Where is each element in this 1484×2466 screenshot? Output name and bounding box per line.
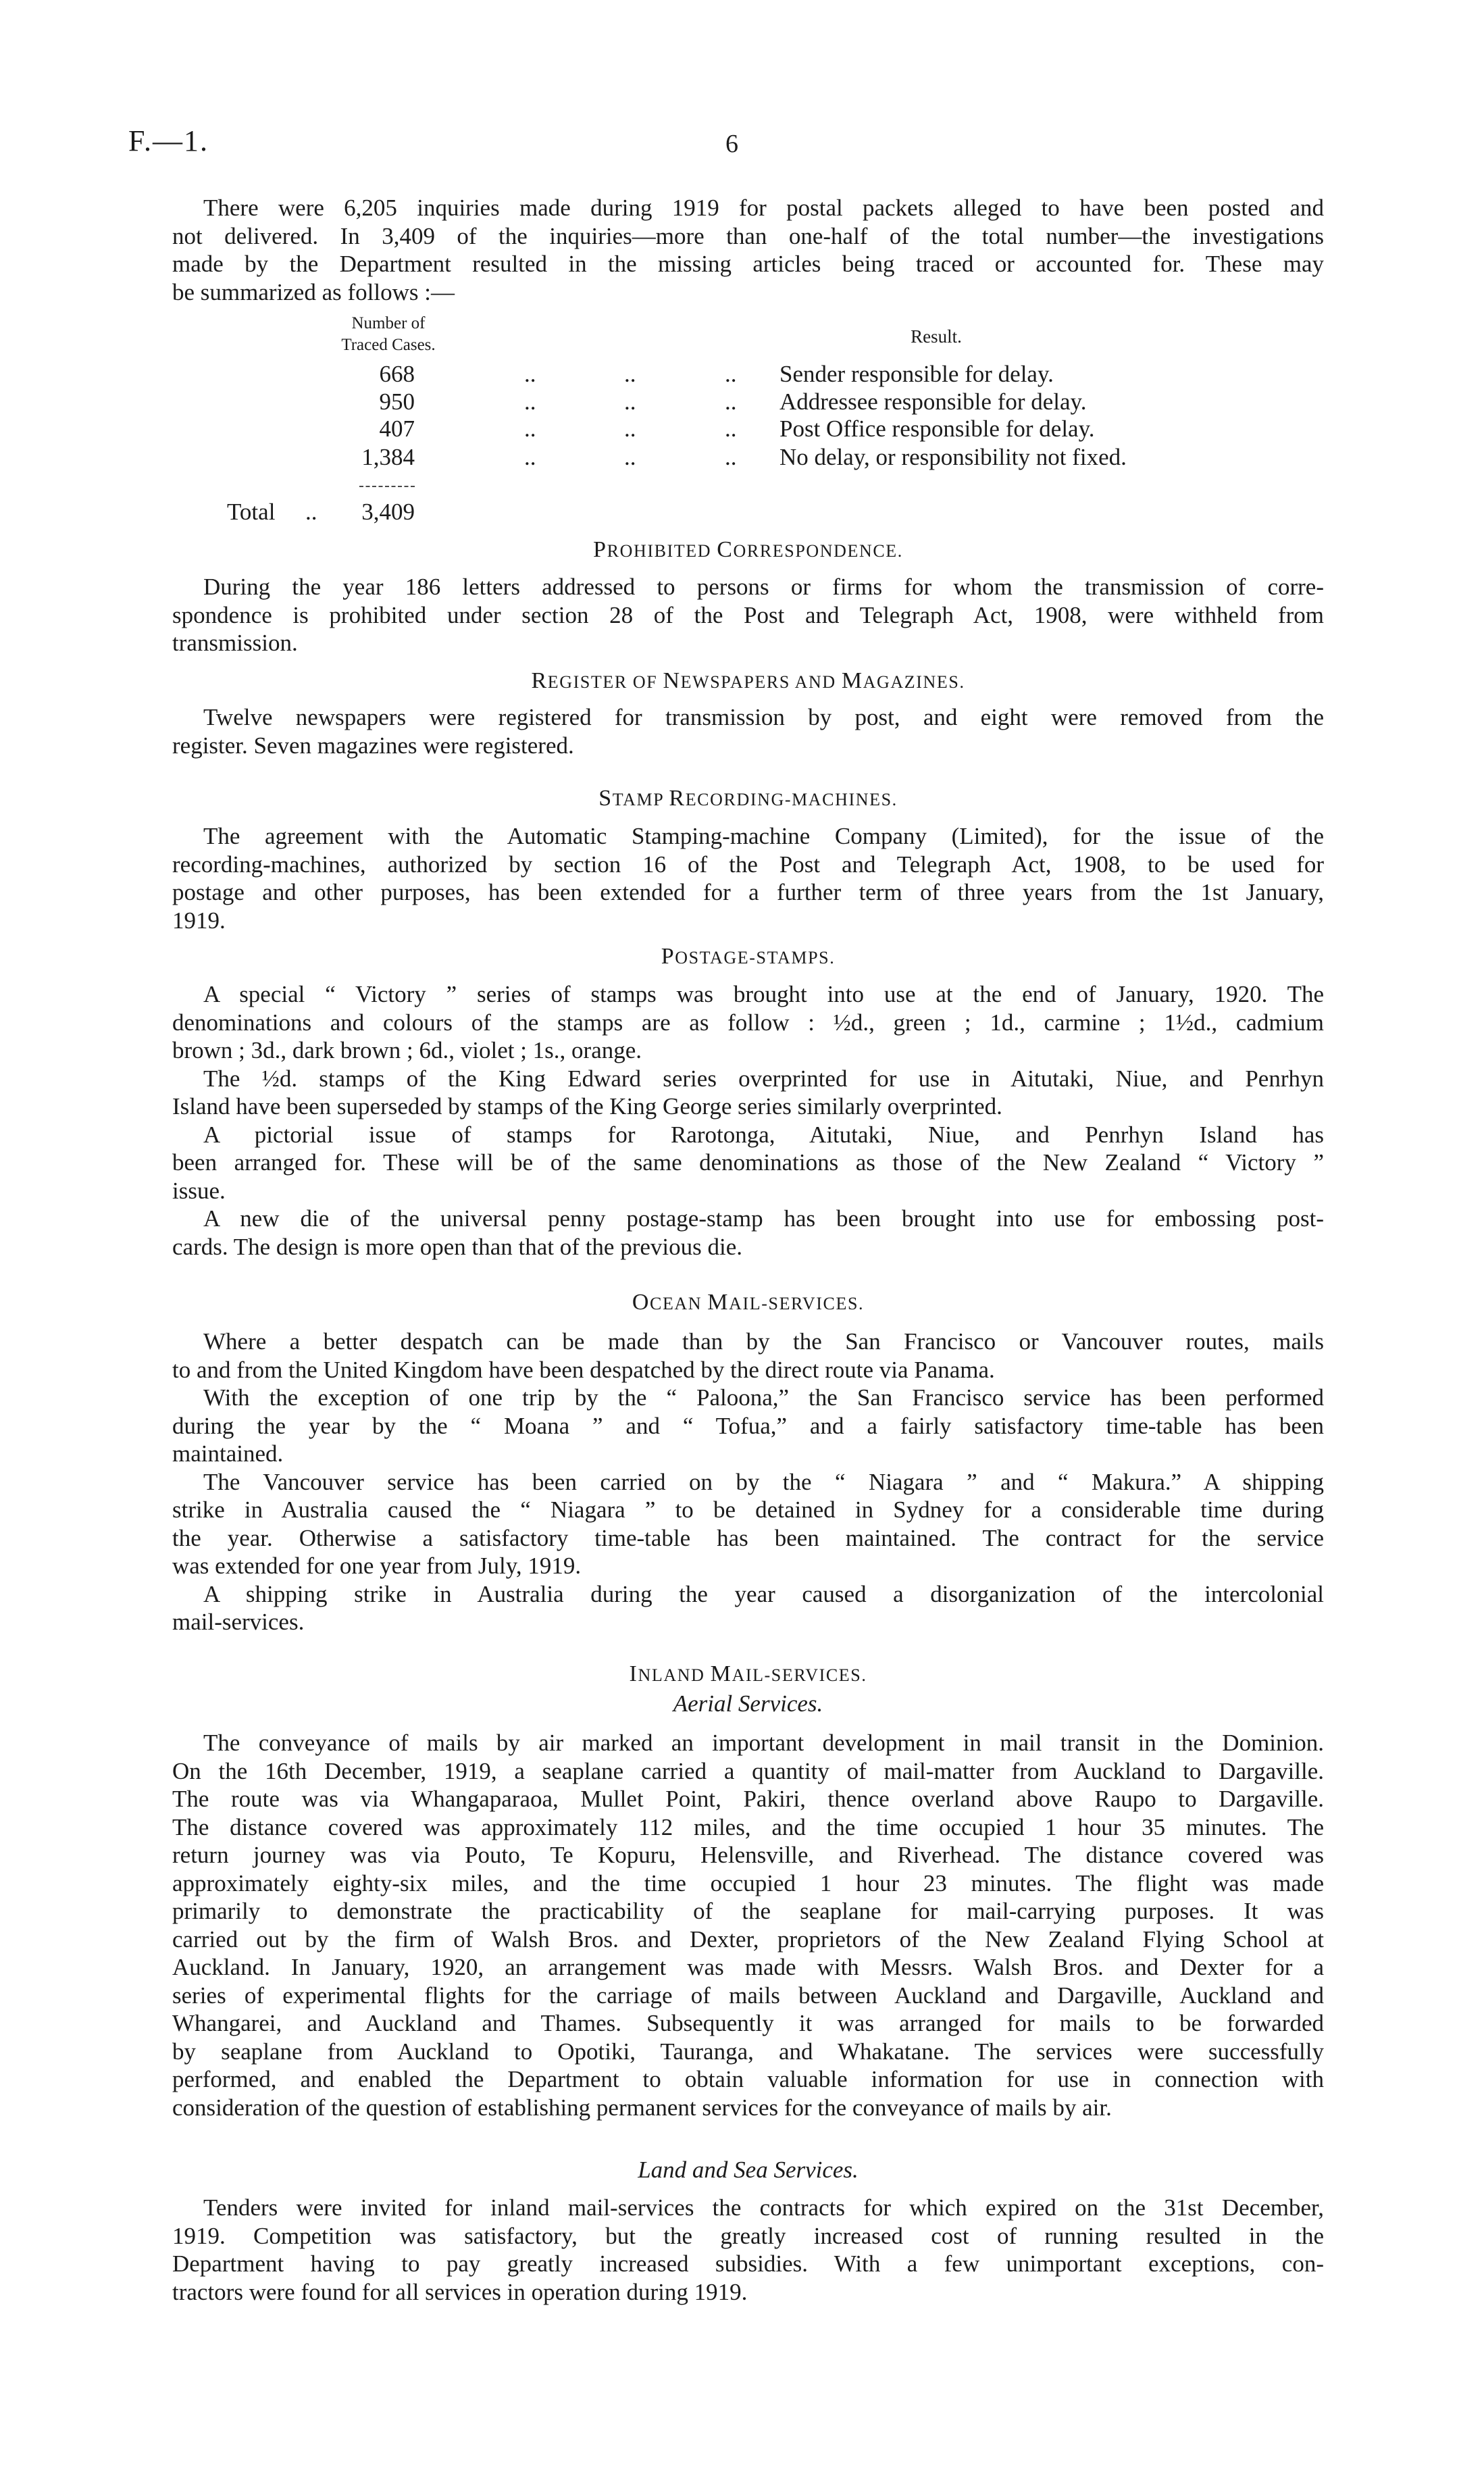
- section-heading-ocean-mail-services: OCEAN MAIL-SERVICES.: [632, 1290, 865, 1315]
- small-caps-initial: O: [632, 1290, 650, 1315]
- paragraph-line: transmission.: [172, 630, 298, 656]
- subsection-heading-aerial-services: Aerial Services.: [673, 1690, 823, 1717]
- small-caps-initial: P: [593, 537, 607, 562]
- intro-paragraph: [172, 194, 1324, 306]
- paragraph-line: Island have been superseded by stamps of the King George series similarly overprinted.: [172, 1093, 1002, 1119]
- paragraph-line: The conveyance of mails by air marked an important development in mail transit in the Dominion.: [203, 1730, 1324, 1756]
- traced-count: 1,384: [361, 444, 415, 470]
- paragraph-line: been arranged for. These will be of the same denominations as those of the New Zealand “ Victory ”: [172, 1149, 1324, 1176]
- paragraph-line: On the 16th December, 1919, a seaplane carried a quantity of mail-matter from Auckland to Dargaville.: [172, 1757, 1324, 1784]
- report-series-code: F.—1.: [128, 124, 209, 157]
- paragraph-line: A special “ Victory ” series of stamps was brought into use at the end of January, 1920. The: [203, 981, 1324, 1007]
- paragraph-line: Tenders were invited for inland mail-services the contracts for which expired on the 31st December,: [203, 2194, 1324, 2221]
- paragraph-line: The distance covered was approximately 112 miles, and the time occupied 1 hour 35 minutes. The: [172, 1813, 1324, 1840]
- table-row: [0, 360, 1324, 388]
- table-row: [0, 443, 1324, 472]
- section-paragraphs: [172, 1328, 1324, 1636]
- paragraph-line: approximately eighty-six miles, and the time occupied 1 hour 23 minutes. The flight was made: [172, 1869, 1324, 1896]
- paragraph-line: The route was via Whangaparaoa, Mullet Point, Pakiri, thence overland above Raupo to Dargaville.: [172, 1786, 1324, 1812]
- paragraph-line: series of experimental flights for the carriage of mails between Auckland and Dargaville, Auckland and: [172, 1982, 1324, 2009]
- section-paragraph: [172, 573, 1324, 657]
- paragraph-line: With the exception of one trip by the “ Paloona,” the San Francisco service has been performed: [203, 1384, 1324, 1411]
- small-caps-initial: R: [669, 786, 686, 811]
- table-row: [0, 415, 1324, 443]
- paragraph-line: maintained.: [172, 1440, 284, 1467]
- paragraph-line: recording-machines, authorized by section 16 of the Post and Telegraph Act, 1908, to be used for: [172, 851, 1324, 878]
- small-caps-initial: P: [661, 944, 675, 969]
- leader-dots: ..: [624, 361, 636, 387]
- leader-dots: ..: [725, 388, 737, 415]
- section-paragraph: [172, 703, 1324, 759]
- paragraph-line: The agreement with the Automatic Stamping-machine Company (Limited), for the issue of the: [203, 823, 1324, 849]
- result-text: Post Office responsible for delay.: [779, 416, 1095, 442]
- small-caps-initial: R: [531, 668, 548, 693]
- paragraph-line: consideration of the question of establishing permanent services for the conveyance of mails by air.: [172, 2094, 1112, 2121]
- paragraph-line: not delivered. In 3,409 of the inquiries—more than one-half of the total number—the investigations: [172, 222, 1324, 249]
- page-number: 6: [725, 130, 738, 158]
- traced-count: 668: [379, 361, 415, 387]
- paragraph-line: A new die of the universal penny postage-stamp has been brought into use for embossing post-: [203, 1205, 1324, 1232]
- small-caps-initial: C: [717, 537, 734, 562]
- result-text: Addressee responsible for delay.: [779, 388, 1087, 415]
- leader-dots: ..: [524, 361, 536, 387]
- traced-count: 950: [379, 388, 415, 415]
- leader-dots: ..: [305, 499, 317, 525]
- paragraph-line: denominations and colours of the stamps are as follow : ½d., green ; 1d., carmine ; 1½d., cadmium: [172, 1009, 1324, 1036]
- total-rule: [359, 486, 415, 487]
- paragraph-line: A shipping strike in Australia during the year caused a disorganization of the intercolonial: [203, 1580, 1324, 1607]
- leader-dots: ..: [524, 444, 536, 470]
- paragraph-line: cards. The design is more open than that of the previous die.: [172, 1233, 742, 1260]
- paragraph-line: the year. Otherwise a satisfactory time-table has been maintained. The contract for the service: [172, 1524, 1324, 1551]
- section-paragraph: [172, 2194, 1324, 2306]
- traced-count: 407: [379, 416, 415, 442]
- small-caps-initial: I: [629, 1661, 638, 1686]
- small-caps-initial: M: [707, 1290, 730, 1315]
- subsection-heading-land-and-sea-services: Land and Sea Services.: [638, 2157, 859, 2183]
- count-header-line: Traced Cases.: [341, 336, 436, 354]
- small-caps-initial: N: [663, 668, 681, 693]
- table-row: [0, 388, 1324, 416]
- section-heading-stamp-recording-machines: STAMP RECORDING-MACHINES.: [598, 786, 898, 811]
- paragraph-line: A pictorial issue of stamps for Rarotonga, Aitutaki, Niue, and Penrhyn Island has: [203, 1121, 1324, 1148]
- paragraph-line: spondence is prohibited under section 28 of the Post and Telegraph Act, 1908, were withheld from: [172, 601, 1324, 628]
- paragraph-line: strike in Australia caused the “ Niagara ” to be detained in Sydney for a considerable time during: [172, 1496, 1324, 1523]
- section-paragraphs: [172, 980, 1324, 1261]
- small-caps-initial: M: [710, 1661, 732, 1686]
- paragraph-line: register. Seven magazines were registered.: [172, 732, 574, 759]
- section-paragraph: [172, 1729, 1324, 2121]
- leader-dots: ..: [624, 416, 636, 442]
- paragraph-line: The ½d. stamps of the King Edward series overprinted for use in Aitutaki, Niue, and Penrhyn: [203, 1065, 1324, 1092]
- small-caps-initial: S: [598, 786, 613, 811]
- paragraph-line: issue.: [172, 1177, 226, 1204]
- paragraph-line: brown ; 3d., dark brown ; 6d., violet ; 1s., orange.: [172, 1037, 642, 1063]
- paragraph-line: postage and other purposes, has been extended for a further term of three years from the 1st January,: [172, 879, 1324, 905]
- paragraph-line: The Vancouver service has been carried on by the “ Niagara ” and “ Makura.” A shipping: [203, 1468, 1324, 1495]
- leader-dots: ..: [624, 388, 636, 415]
- paragraph-line: Twelve newspapers were registered for transmission by post, and eight were removed from the: [203, 704, 1324, 730]
- paragraph-line: be summarized as follows :—: [172, 278, 455, 305]
- paragraph-line: 1919.: [172, 907, 226, 934]
- total-label: Total: [227, 499, 276, 525]
- paragraph-line: tractors were found for all services in operation during 1919.: [172, 2278, 748, 2305]
- paragraph-line: during the year by the “ Moana ” and “ Tofua,” and a fairly satisfactory time-table has been: [172, 1412, 1324, 1439]
- paragraph-line: Auckland. In January, 1920, an arrangement was made with Messrs. Walsh Bros. and Dexter for a: [172, 1954, 1324, 1980]
- result-text: No delay, or responsibility not fixed.: [779, 444, 1127, 470]
- total-value: 3,409: [361, 499, 415, 525]
- small-caps-initial: M: [841, 668, 863, 693]
- paragraph-line: by seaplane from Auckland to Opotiki, Tauranga, and Whakatane. The services were successfully: [172, 2038, 1324, 2065]
- paragraph-line: Department having to pay greatly increased subsidies. With a few unimportant exceptions, con-: [172, 2250, 1324, 2277]
- paragraph-line: performed, and enabled the Department to obtain valuable information for use in connection with: [172, 2066, 1324, 2092]
- paragraph-line: During the year 186 letters addressed to persons or firms for whom the transmission of corre-: [203, 574, 1324, 600]
- section-heading-inland-mail-services: INLAND MAIL-SERVICES.: [629, 1661, 867, 1686]
- result-text: Sender responsible for delay.: [779, 361, 1054, 387]
- leader-dots: ..: [524, 416, 536, 442]
- count-header-line: Number of: [351, 314, 426, 332]
- leader-dots: ..: [725, 361, 737, 387]
- paragraph-line: primarily to demonstrate the practicability of the seaplane for mail-carrying purposes. It was: [172, 1898, 1324, 1924]
- total-row: [0, 498, 1324, 526]
- section-heading-postage-stamps: POSTAGE-STAMPS.: [661, 944, 836, 969]
- section-paragraph: [172, 822, 1324, 934]
- paragraph-line: made by the Department resulted in the missing articles being traced or accounted for. These may: [172, 251, 1324, 277]
- leader-dots: ..: [725, 416, 737, 442]
- leader-dots: ..: [524, 388, 536, 415]
- paragraph-line: carried out by the firm of Walsh Bros. and Dexter, proprietors of the New Zealand Flying School at: [172, 1926, 1324, 1953]
- paragraph-line: mail-services.: [172, 1609, 305, 1635]
- section-heading-prohibited-correspondence: PROHIBITED CORRESPONDENCE.: [593, 537, 903, 562]
- section-heading-register: REGISTER OF NEWSPAPERS AND MAGAZINES.: [531, 668, 965, 693]
- count-column-header: [321, 313, 456, 356]
- paragraph-line: was extended for one year from July, 1919.: [172, 1553, 582, 1579]
- result-column-header: Result.: [911, 326, 962, 347]
- paragraph-line: 1919. Competition was satisfactory, but the greatly increased cost of running resulted in the: [172, 2222, 1324, 2249]
- paragraph-line: Where a better despatch can be made than by the San Francisco or Vancouver routes, mails: [203, 1328, 1324, 1355]
- paragraph-line: Whangarei, and Auckland and Thames. Subsequently it was arranged for mails to be forwarded: [172, 2010, 1324, 2036]
- paragraph-line: to and from the United Kingdom have been despatched by the direct route via Panama.: [172, 1356, 995, 1383]
- leader-dots: ..: [725, 444, 737, 470]
- paragraph-line: There were 6,205 inquiries made during 1919 for postal packets alleged to have been posted and: [203, 195, 1324, 221]
- leader-dots: ..: [624, 444, 636, 470]
- paragraph-line: return journey was via Pouto, Te Kopuru, Helensville, and Riverhead. The distance covered was: [172, 1842, 1324, 1868]
